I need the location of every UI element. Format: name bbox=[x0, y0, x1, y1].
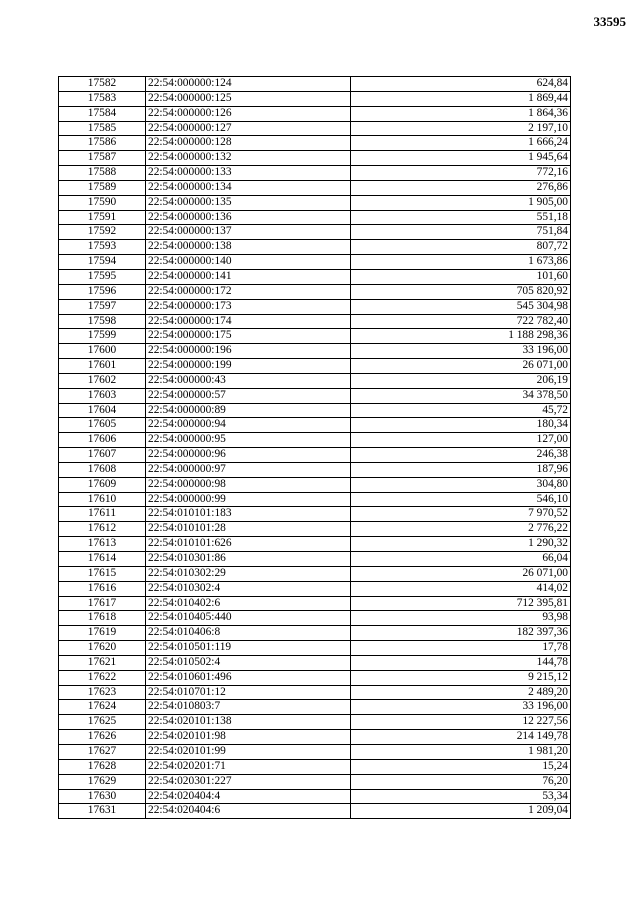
cadastral-number-cell: 22:54:010301:86 bbox=[146, 552, 351, 567]
table-row bbox=[59, 700, 571, 715]
row-number-cell: 17594 bbox=[59, 255, 146, 270]
value-cell: 2 197,10 bbox=[351, 121, 571, 136]
cadastral-number-cell: 22:54:000000:96 bbox=[146, 448, 351, 463]
row-number-cell: 17612 bbox=[59, 522, 146, 537]
table-row bbox=[59, 744, 571, 759]
value-cell: 93,98 bbox=[351, 611, 571, 626]
table-row bbox=[59, 552, 571, 567]
table-row bbox=[59, 655, 571, 670]
value-cell: 751,84 bbox=[351, 225, 571, 240]
value-cell: 304,80 bbox=[351, 477, 571, 492]
cadastral-number-cell: 22:54:000000:126 bbox=[146, 106, 351, 121]
value-cell: 545 304,98 bbox=[351, 299, 571, 314]
value-cell: 1 188 298,36 bbox=[351, 329, 571, 344]
table-row bbox=[59, 789, 571, 804]
cadastral-number-cell: 22:54:000000:199 bbox=[146, 359, 351, 374]
cadastral-number-cell: 22:54:010601:496 bbox=[146, 670, 351, 685]
value-cell: 144,78 bbox=[351, 655, 571, 670]
value-cell: 66,04 bbox=[351, 552, 571, 567]
value-cell: 2 489,20 bbox=[351, 685, 571, 700]
table-row bbox=[59, 225, 571, 240]
table-row bbox=[59, 166, 571, 181]
row-number-cell: 17623 bbox=[59, 685, 146, 700]
value-cell: 551,18 bbox=[351, 210, 571, 225]
cadastral-number-cell: 22:54:000000:98 bbox=[146, 477, 351, 492]
table-row bbox=[59, 240, 571, 255]
row-number-cell: 17610 bbox=[59, 492, 146, 507]
value-cell: 12 227,56 bbox=[351, 715, 571, 730]
value-cell: 722 782,40 bbox=[351, 314, 571, 329]
table-row bbox=[59, 151, 571, 166]
row-number-cell: 17603 bbox=[59, 388, 146, 403]
table-row bbox=[59, 611, 571, 626]
table-row bbox=[59, 136, 571, 151]
value-cell: 807,72 bbox=[351, 240, 571, 255]
row-number-cell: 17630 bbox=[59, 789, 146, 804]
table-row bbox=[59, 596, 571, 611]
value-cell: 546,10 bbox=[351, 492, 571, 507]
row-number-cell: 17607 bbox=[59, 448, 146, 463]
row-number-cell: 17585 bbox=[59, 121, 146, 136]
table-row bbox=[59, 581, 571, 596]
value-cell: 26 071,00 bbox=[351, 566, 571, 581]
value-cell: 26 071,00 bbox=[351, 359, 571, 374]
row-number-cell: 17621 bbox=[59, 655, 146, 670]
row-number-cell: 17599 bbox=[59, 329, 146, 344]
value-cell: 1 864,36 bbox=[351, 106, 571, 121]
row-number-cell: 17598 bbox=[59, 314, 146, 329]
value-cell: 1 290,32 bbox=[351, 537, 571, 552]
row-number-cell: 17582 bbox=[59, 77, 146, 92]
cadastral-table bbox=[58, 76, 571, 819]
table-body bbox=[59, 77, 571, 819]
table-row bbox=[59, 537, 571, 552]
table-row bbox=[59, 522, 571, 537]
row-number-cell: 17602 bbox=[59, 373, 146, 388]
table-row bbox=[59, 373, 571, 388]
value-cell: 705 820,92 bbox=[351, 284, 571, 299]
row-number-cell: 17608 bbox=[59, 462, 146, 477]
row-number-cell: 17588 bbox=[59, 166, 146, 181]
table-row bbox=[59, 730, 571, 745]
cadastral-number-cell: 22:54:010402:6 bbox=[146, 596, 351, 611]
table-row bbox=[59, 403, 571, 418]
cadastral-number-cell: 22:54:020301:227 bbox=[146, 774, 351, 789]
value-cell: 214 149,78 bbox=[351, 730, 571, 745]
cadastral-number-cell: 22:54:010405:440 bbox=[146, 611, 351, 626]
row-number-cell: 17593 bbox=[59, 240, 146, 255]
table-row bbox=[59, 359, 571, 374]
row-number-cell: 17619 bbox=[59, 626, 146, 641]
table-row bbox=[59, 670, 571, 685]
row-number-cell: 17584 bbox=[59, 106, 146, 121]
table-row bbox=[59, 448, 571, 463]
row-number-cell: 17604 bbox=[59, 403, 146, 418]
row-number-cell: 17600 bbox=[59, 344, 146, 359]
cadastral-number-cell: 22:54:020404:6 bbox=[146, 804, 351, 819]
value-cell: 2 776,22 bbox=[351, 522, 571, 537]
table-row bbox=[59, 210, 571, 225]
cadastral-number-cell: 22:54:000000:43 bbox=[146, 373, 351, 388]
table-row bbox=[59, 329, 571, 344]
value-cell: 180,34 bbox=[351, 418, 571, 433]
row-number-cell: 17622 bbox=[59, 670, 146, 685]
table-row bbox=[59, 91, 571, 106]
table-row bbox=[59, 344, 571, 359]
row-number-cell: 17631 bbox=[59, 804, 146, 819]
value-cell: 712 395,81 bbox=[351, 596, 571, 611]
row-number-cell: 17614 bbox=[59, 552, 146, 567]
row-number-cell: 17589 bbox=[59, 180, 146, 195]
cadastral-number-cell: 22:54:010502:4 bbox=[146, 655, 351, 670]
table-row bbox=[59, 269, 571, 284]
table-row bbox=[59, 759, 571, 774]
row-number-cell: 17615 bbox=[59, 566, 146, 581]
table-row bbox=[59, 195, 571, 210]
row-number-cell: 17605 bbox=[59, 418, 146, 433]
row-number-cell: 17613 bbox=[59, 537, 146, 552]
cadastral-number-cell: 22:54:000000:172 bbox=[146, 284, 351, 299]
row-number-cell: 17583 bbox=[59, 91, 146, 106]
table-row bbox=[59, 255, 571, 270]
value-cell: 1 945,64 bbox=[351, 151, 571, 166]
value-cell: 9 215,12 bbox=[351, 670, 571, 685]
cadastral-number-cell: 22:54:000000:138 bbox=[146, 240, 351, 255]
value-cell: 33 196,00 bbox=[351, 700, 571, 715]
row-number-cell: 17626 bbox=[59, 730, 146, 745]
cadastral-number-cell: 22:54:000000:173 bbox=[146, 299, 351, 314]
table-row bbox=[59, 507, 571, 522]
table-row bbox=[59, 774, 571, 789]
row-number-cell: 17611 bbox=[59, 507, 146, 522]
cadastral-number-cell: 22:54:000000:95 bbox=[146, 433, 351, 448]
row-number-cell: 17592 bbox=[59, 225, 146, 240]
value-cell: 246,38 bbox=[351, 448, 571, 463]
cadastral-number-cell: 22:54:020101:99 bbox=[146, 744, 351, 759]
cadastral-number-cell: 22:54:020404:4 bbox=[146, 789, 351, 804]
row-number-cell: 17627 bbox=[59, 744, 146, 759]
row-number-cell: 17586 bbox=[59, 136, 146, 151]
cadastral-number-cell: 22:54:000000:141 bbox=[146, 269, 351, 284]
value-cell: 624,84 bbox=[351, 77, 571, 92]
cadastral-number-cell: 22:54:010406:8 bbox=[146, 626, 351, 641]
row-number-cell: 17606 bbox=[59, 433, 146, 448]
row-number-cell: 17625 bbox=[59, 715, 146, 730]
table-row bbox=[59, 433, 571, 448]
table-row bbox=[59, 462, 571, 477]
row-number-cell: 17629 bbox=[59, 774, 146, 789]
value-cell: 276,86 bbox=[351, 180, 571, 195]
value-cell: 1 666,24 bbox=[351, 136, 571, 151]
value-cell: 45,72 bbox=[351, 403, 571, 418]
table-row bbox=[59, 477, 571, 492]
cadastral-number-cell: 22:54:020101:138 bbox=[146, 715, 351, 730]
cadastral-number-cell: 22:54:020201:71 bbox=[146, 759, 351, 774]
cadastral-number-cell: 22:54:010101:183 bbox=[146, 507, 351, 522]
cadastral-number-cell: 22:54:000000:125 bbox=[146, 91, 351, 106]
cadastral-number-cell: 22:54:000000:140 bbox=[146, 255, 351, 270]
value-cell: 15,24 bbox=[351, 759, 571, 774]
table-row bbox=[59, 492, 571, 507]
cadastral-number-cell: 22:54:000000:128 bbox=[146, 136, 351, 151]
cadastral-number-cell: 22:54:000000:134 bbox=[146, 180, 351, 195]
table-row bbox=[59, 804, 571, 819]
cadastral-number-cell: 22:54:000000:174 bbox=[146, 314, 351, 329]
value-cell: 76,20 bbox=[351, 774, 571, 789]
table-row bbox=[59, 418, 571, 433]
cadastral-number-cell: 22:54:000000:99 bbox=[146, 492, 351, 507]
row-number-cell: 17596 bbox=[59, 284, 146, 299]
row-number-cell: 17617 bbox=[59, 596, 146, 611]
value-cell: 101,60 bbox=[351, 269, 571, 284]
row-number-cell: 17624 bbox=[59, 700, 146, 715]
cadastral-number-cell: 22:54:000000:196 bbox=[146, 344, 351, 359]
cadastral-number-cell: 22:54:000000:127 bbox=[146, 121, 351, 136]
table-row bbox=[59, 77, 571, 92]
table-row bbox=[59, 641, 571, 656]
table-row bbox=[59, 685, 571, 700]
table-row bbox=[59, 314, 571, 329]
cadastral-number-cell: 22:54:000000:136 bbox=[146, 210, 351, 225]
cadastral-number-cell: 22:54:010101:626 bbox=[146, 537, 351, 552]
value-cell: 1 981,20 bbox=[351, 744, 571, 759]
cadastral-number-cell: 22:54:000000:175 bbox=[146, 329, 351, 344]
cadastral-number-cell: 22:54:010302:29 bbox=[146, 566, 351, 581]
cadastral-number-cell: 22:54:000000:124 bbox=[146, 77, 351, 92]
cadastral-number-cell: 22:54:010701:12 bbox=[146, 685, 351, 700]
value-cell: 206,19 bbox=[351, 373, 571, 388]
cadastral-number-cell: 22:54:000000:57 bbox=[146, 388, 351, 403]
table-row bbox=[59, 715, 571, 730]
value-cell: 127,00 bbox=[351, 433, 571, 448]
value-cell: 1 905,00 bbox=[351, 195, 571, 210]
value-cell: 182 397,36 bbox=[351, 626, 571, 641]
row-number-cell: 17620 bbox=[59, 641, 146, 656]
value-cell: 1 673,86 bbox=[351, 255, 571, 270]
value-cell: 17,78 bbox=[351, 641, 571, 656]
cadastral-number-cell: 22:54:010101:28 bbox=[146, 522, 351, 537]
row-number-cell: 17590 bbox=[59, 195, 146, 210]
cadastral-number-cell: 22:54:000000:132 bbox=[146, 151, 351, 166]
value-cell: 7 970,52 bbox=[351, 507, 571, 522]
row-number-cell: 17628 bbox=[59, 759, 146, 774]
cadastral-number-cell: 22:54:000000:97 bbox=[146, 462, 351, 477]
cadastral-number-cell: 22:54:010803:7 bbox=[146, 700, 351, 715]
table-row bbox=[59, 566, 571, 581]
value-cell: 187,96 bbox=[351, 462, 571, 477]
value-cell: 1 209,04 bbox=[351, 804, 571, 819]
value-cell: 33 196,00 bbox=[351, 344, 571, 359]
cadastral-number-cell: 22:54:010501:119 bbox=[146, 641, 351, 656]
cadastral-number-cell: 22:54:010302:4 bbox=[146, 581, 351, 596]
row-number-cell: 17609 bbox=[59, 477, 146, 492]
value-cell: 772,16 bbox=[351, 166, 571, 181]
table-row bbox=[59, 106, 571, 121]
table-row bbox=[59, 388, 571, 403]
cadastral-number-cell: 22:54:000000:133 bbox=[146, 166, 351, 181]
cadastral-number-cell: 22:54:000000:137 bbox=[146, 225, 351, 240]
page-number: 33595 bbox=[593, 14, 626, 29]
row-number-cell: 17597 bbox=[59, 299, 146, 314]
row-number-cell: 17587 bbox=[59, 151, 146, 166]
row-number-cell: 17601 bbox=[59, 359, 146, 374]
table-row bbox=[59, 626, 571, 641]
cadastral-number-cell: 22:54:000000:135 bbox=[146, 195, 351, 210]
value-cell: 414,02 bbox=[351, 581, 571, 596]
cadastral-number-cell: 22:54:000000:94 bbox=[146, 418, 351, 433]
row-number-cell: 17616 bbox=[59, 581, 146, 596]
value-cell: 1 869,44 bbox=[351, 91, 571, 106]
table-row bbox=[59, 299, 571, 314]
cadastral-number-cell: 22:54:000000:89 bbox=[146, 403, 351, 418]
table-row bbox=[59, 284, 571, 299]
row-number-cell: 17618 bbox=[59, 611, 146, 626]
table-row bbox=[59, 180, 571, 195]
table-row bbox=[59, 121, 571, 136]
row-number-cell: 17591 bbox=[59, 210, 146, 225]
value-cell: 34 378,50 bbox=[351, 388, 571, 403]
cadastral-number-cell: 22:54:020101:98 bbox=[146, 730, 351, 745]
row-number-cell: 17595 bbox=[59, 269, 146, 284]
value-cell: 53,34 bbox=[351, 789, 571, 804]
